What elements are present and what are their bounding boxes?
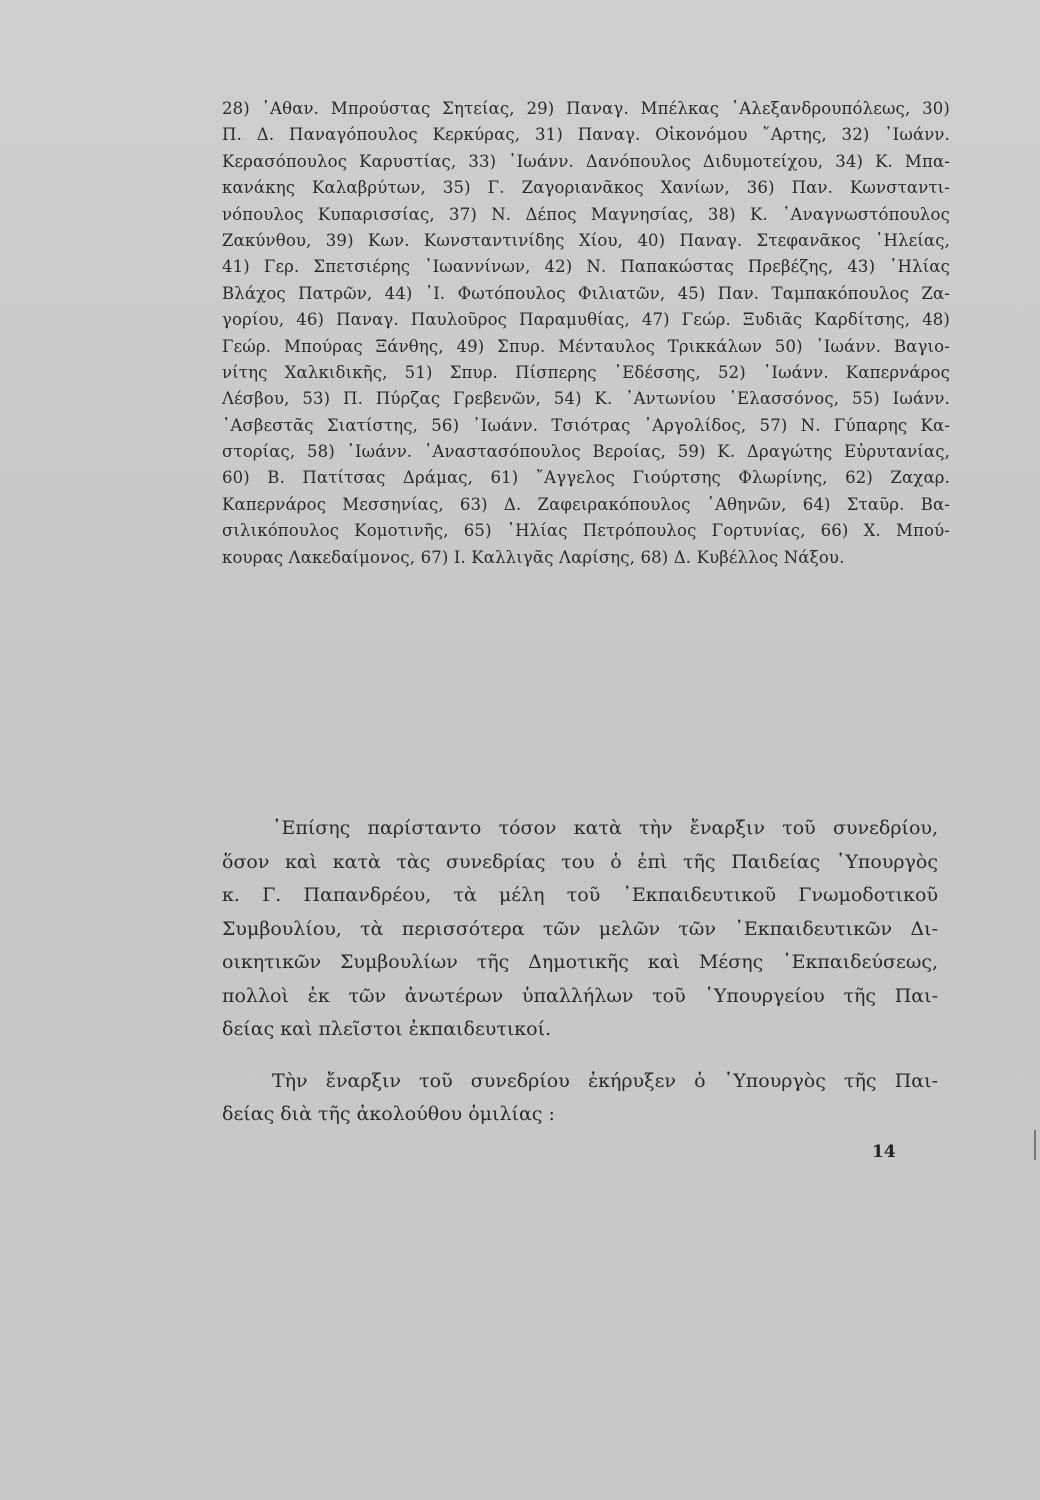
list-line: κανάκης Καλαβρύτων, 35) Γ. Ζαγοριανᾶκος Χανίων, 36) Παν. Κωνσταντι-	[222, 178, 950, 198]
paragraph-line: οικητικῶν Συμβουλίων τῆς Δημοτικῆς καὶ Μέσης ᾽Εκπαιδεύσεως,	[222, 951, 938, 973]
list-line: γορίου, 46) Παναγ. Παυλοῦρος Παραμυθίας, 47) Γεώρ. Ξυδιᾶς Καρδίτσης, 48)	[222, 310, 950, 330]
paragraph-line: δείας διὰ τῆς ἀκολούθου ὁμιλίας :	[222, 1103, 555, 1125]
list-line: Βλάχος Πατρῶν, 44) ᾽Ι. Φωτόπουλος Φιλιατῶν, 45) Παν. Ταμπακόπουλος Ζα-	[222, 283, 950, 303]
list-line: νόπουλος Κυπαρισσίας, 37) Ν. Δέπος Μαγνησίας, 38) Κ. ᾽Αναγνωστόπουλος	[222, 204, 950, 224]
paragraph-opening	[222, 1065, 938, 1132]
paragraph-line: ᾽Επίσης παρίσταντο τόσον κατὰ τὴν ἔναρξιν τοῦ συνεδρίου,	[272, 817, 938, 839]
list-line: Λέσβου, 53) Π. Πύρζας Γρεβενῶν, 54) Κ. ᾽Αντωνίου ᾽Ελασσόνος, 55) Ιωάνν.	[222, 389, 950, 409]
paragraph-line: Τὴν ἔναρξιν τοῦ συνεδρίου ἐκήρυξεν ὁ ῾Υπουργὸς τῆς Παι-	[272, 1069, 938, 1092]
paragraph-attendance	[222, 812, 938, 1047]
page-edge-mark	[1034, 1130, 1036, 1160]
page-number: 14	[872, 1142, 896, 1162]
list-line: 41) Γερ. Σπετσιέρης ᾽Ιωαννίνων, 42) Ν. Παπακώστας Πρεβέζης, 43) ᾽Ηλίας	[222, 257, 950, 277]
list-line: 60) Β. Πατίτσας Δράμας, 61) ῎Αγγελος Γιούρτσης Φλωρίνης, 62) Ζαχαρ.	[222, 468, 950, 488]
paragraph-line: πολλοὶ ἐκ τῶν ἀνωτέρων ὑπαλλήλων τοῦ ῾Υπουργείου τῆς Παι-	[222, 984, 938, 1007]
list-line: Γεώρ. Μπούρας Ξάνθης, 49) Σπυρ. Μένταυλος Τρικκάλων 50) ᾽Ιωάνν. Βαγιο-	[222, 336, 950, 356]
body-text	[222, 812, 938, 1132]
list-line: Καπερνάρος Μεσσηνίας, 63) Δ. Ζαφειρακόπουλος ᾽Αθηνῶν, 64) Σταῦρ. Βα-	[222, 494, 950, 514]
paragraph-line: Συμβουλίου, τὰ περισσότερα τῶν μελῶν τῶν ᾽Εκπαιδευτικῶν Δι-	[222, 917, 938, 940]
list-line: κουρας Λακεδαίμονος, 67) Ι. Καλλιγᾶς Λαρίσης, 68) Δ. Κυβέλλος Νάξου.	[222, 547, 845, 567]
list-line: Π. Δ. Παναγόπουλος Κερκύρας, 31) Παναγ. Οἰκονόμου ῎Αρτης, 32) ᾽Ιωάνν.	[222, 125, 950, 145]
list-line: Κερασόπουλος Καρυστίας, 33) ᾽Ιωάνν. Δανόπουλος Διδυμοτείχου, 34) Κ. Μπα-	[222, 151, 950, 171]
paragraph-line: κ. Γ. Παπανδρέου, τὰ μέλη τοῦ ᾽Εκπαιδευτικοῦ Γνωμοδοτικοῦ	[222, 884, 938, 906]
paragraph-line: ὅσον καὶ κατὰ τὰς συνεδρίας του ὁ ἐπὶ τῆς Παιδείας ῾Υπουργὸς	[222, 850, 938, 873]
list-line: νίτης Χαλκιδικῆς, 51) Σπυρ. Πίσπερης ᾽Εδέσσης, 52) ᾽Ιωάνν. Καπερνάρος	[222, 362, 950, 382]
list-line: Ζακύνθου, 39) Κων. Κωνσταντινίδης Χίου, 40) Παναγ. Στεφανᾶκος ᾽Ηλείας,	[222, 230, 950, 250]
paragraph-line: δείας καὶ πλεῖστοι ἐκπαιδευτικοί.	[222, 1018, 552, 1040]
attendee-list	[222, 96, 950, 571]
paragraph-gap	[222, 1047, 938, 1065]
list-line: ᾽Ασβεστᾶς Σιατίστης, 56) ᾽Ιωάνν. Τσιότρας ᾽Αργολίδος, 57) Ν. Γύπαρης Κα-	[222, 415, 950, 435]
list-line: σιλικόπουλος Κομοτινῆς, 65) ᾽Ηλίας Πετρόπουλος Γορτυνίας, 66) Χ. Μπού-	[222, 521, 950, 541]
list-line: στορίας, 58) ᾽Ιωάνν. ᾽Αναστασόπουλος Βεροίας, 59) Κ. Δραγώτης Εὐρυτανίας,	[222, 442, 950, 462]
list-line: 28) ᾽Αθαν. Μπρούστας Σητείας, 29) Παναγ. Μπέλκας ᾽Αλεξανδρουπόλεως, 30)	[222, 99, 950, 118]
